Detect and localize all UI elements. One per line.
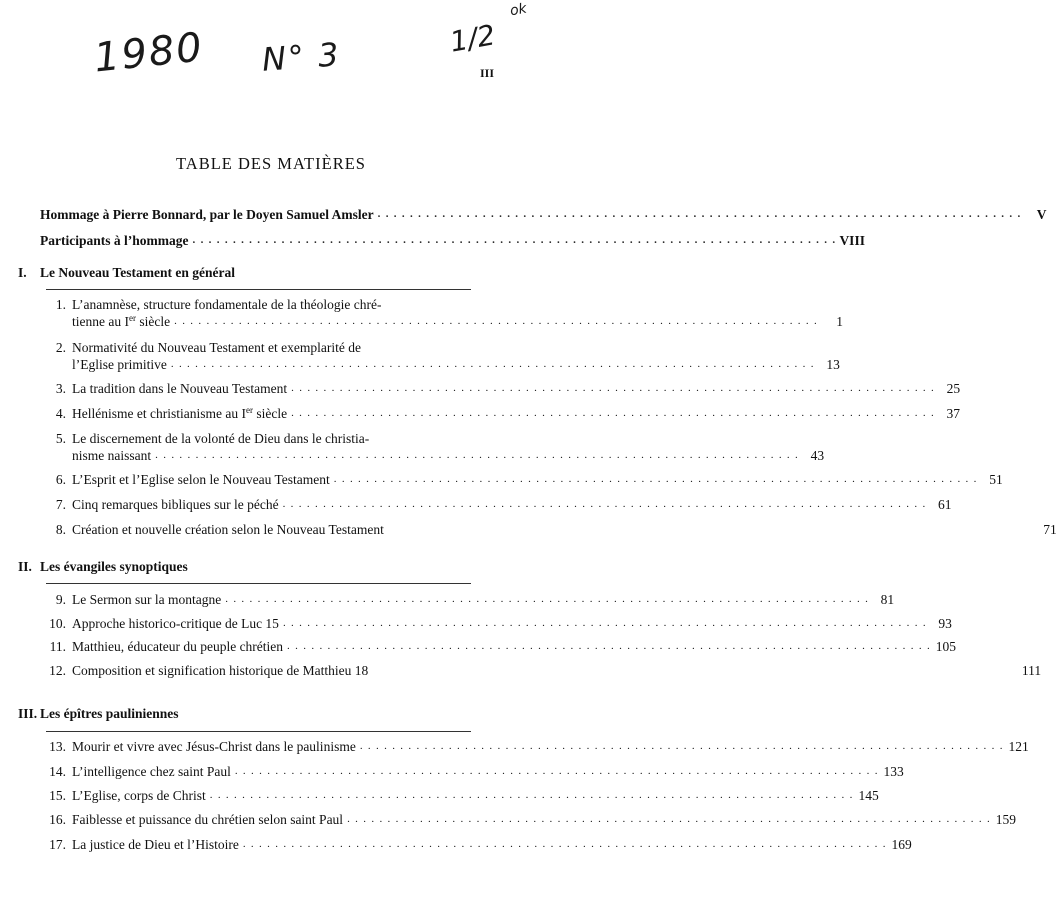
toc-entry-page: 13: [826, 357, 840, 372]
toc-entry-page: 105: [935, 639, 956, 654]
dot-leader: . . . . . . . . . . . . . . . . . . . . . . . . . . . . . . . . . . . . . . . . . . . . . . . . . . . . . . . . . . . . . . . . . . . . . . . . . . . . . . . .: [242, 838, 887, 850]
handwritten-fraction: 1/2: [447, 18, 498, 59]
toc-entry-number: 3.: [55, 381, 66, 396]
toc-entry-11: [46, 638, 956, 655]
toc-entry-page: 81: [880, 592, 895, 607]
dot-leader: . . . . . . . . . . . . . . . . . . . . . . . . . . . . . . . . . . . . . . . . . . . . . . . . . . . . . . . . . . . . . . . . . . . . . . . . . . . . . . . .: [291, 407, 936, 419]
toc-entry-title-line2: tienne au Ier siècle: [72, 313, 171, 329]
toc-entry-number: 10.: [49, 616, 66, 631]
section-title: Les évangiles synoptiques: [40, 559, 188, 574]
dot-leader: . . . . . . . . . . . . . . . . . . . . . . . . . . . . . . . . . . . . . . . . . . . . . . . . . . . . . . . . . . . . . . . . . . . . . . . . . . . . . . . .: [192, 234, 837, 246]
section-heading-3: [18, 706, 179, 722]
toc-entry-page: 61: [938, 497, 952, 512]
dot-leader: . . . . . . . . . . . . . . . . . . . . . . . . . . . . . . . . . . . . . . . . . . . . . . . . . . . . . . . . . . . . . . . . . . . . . . . . . . . . . . . .: [359, 740, 1004, 752]
toc-entry-title: L’Esprit et l’Eglise selon le Nouveau Testament: [72, 472, 330, 487]
dot-leader: . . . . . . . . . . . . . . . . . . . . . . . . . . . . . . . . . . . . . . . . . . . . . . . . . . . . . . . . . . . . . . . . . . . . . . . . . . . . . . . .: [291, 382, 936, 394]
toc-entry-title-line1: Normativité du Nouveau Testament et exemplarité de: [72, 340, 361, 355]
dot-leader: . . . . . . . . . . . . . . . . . . . . . . . . . . . . . . . . . . . . . . . . . . . . . . . . . . . . . . . . . . . . . . . . . . . . . . . . . . . . . . . .: [209, 789, 854, 801]
toc-entry-title-line1: L’anamnèse, structure fondamentale de la théologie chré-: [72, 297, 382, 312]
toc-entry-title: Le Sermon sur la montagne: [72, 592, 222, 607]
toc-entry-page: 51: [989, 472, 1003, 487]
toc-entry-title: Composition et signification historique de Matthieu 18: [72, 663, 369, 678]
toc-entry-number: 6.: [55, 472, 66, 487]
toc-entry-number: 4.: [55, 406, 66, 421]
toc-entry-1: [46, 296, 844, 330]
toc-entry-title: La tradition dans le Nouveau Testament: [72, 381, 288, 396]
toc-entry-8: [46, 521, 1057, 538]
toc-entry-page: 133: [883, 764, 904, 779]
toc-entry-13: [46, 738, 1029, 755]
handwritten-ok: ok: [508, 0, 528, 20]
toc-entry-page: 111: [1021, 663, 1042, 678]
dot-leader: . . . . . . . . . . . . . . . . . . . . . . . . . . . . . . . . . . . . . . . . . . . . . . . . . . . . . . . . . . . . . . . . . . . . . . . . . . . . . . . .: [155, 449, 800, 461]
dot-leader: . . . . . . . . . . . . . . . . . . . . . . . . . . . . . . . . . . . . . . . . . . . . . . . . . . . . . . . . . . . . . . . . . . . . . . . . . . . . . . . .: [347, 813, 992, 825]
toc-entry-page: 93: [938, 616, 952, 631]
toc-entry-page: 145: [858, 788, 879, 803]
toc-entry-5: [46, 430, 825, 464]
toc-entry-page: VIII: [839, 233, 865, 248]
toc-entry-number: 7.: [55, 497, 66, 512]
toc-entry-12: [46, 662, 1042, 679]
dot-leader: . . . . . . . . . . . . . . . . . . . . . . . . . . . . . . . . . . . . . . . . . . . . . . . . . . . . . . . . . . . . . . . . . . . . . . . . . . . . . . . .: [234, 765, 879, 777]
toc-entry-7: [46, 496, 952, 513]
section-numeral: I.: [18, 265, 27, 280]
section-numeral: II.: [18, 559, 32, 574]
toc-entry-title: Cinq remarques bibliques sur le péché: [72, 497, 279, 512]
toc-entry-title-line2: nisme naissant: [72, 448, 152, 463]
toc-entry-number: 14.: [49, 764, 66, 779]
toc-entry-title: Mourir et vivre avec Jésus-Christ dans le paulinisme: [72, 739, 356, 754]
toc-entry-15: [46, 787, 879, 804]
toc-entry-page: 121: [1008, 739, 1029, 754]
dot-leader: . . . . . . . . . . . . . . . . . . . . . . . . . . . . . . . . . . . . . . . . . . . . . . . . . . . . . . . . . . . . . . . . . . . . . . . . . . . . . . . .: [225, 593, 870, 605]
toc-entry-page: V: [1036, 207, 1047, 222]
toc-entry-title: L’intelligence chez saint Paul: [72, 764, 231, 779]
dot-leader: . . . . . . . . . . . . . . . . . . . . . . . . . . . . . . . . . . . . . . . . . . . . . . . . . . . . . . . . . . . . . . . . . . . . . . . . . . . . . . . .: [377, 208, 1022, 220]
section-heading-2: [18, 559, 188, 575]
toc-entry-title: Création et nouvelle création selon le Nouveau Testament: [72, 522, 384, 537]
toc-entry-2: [46, 339, 840, 373]
toc-entry-page: 71: [1043, 522, 1057, 537]
toc-entry-page: 37: [946, 406, 961, 421]
toc-entry-title: La justice de Dieu et l’Histoire: [72, 837, 239, 852]
toc-entry-title-line2: l’Eglise primitive: [72, 357, 167, 372]
toc-entry-number: 5.: [55, 431, 66, 446]
toc-entry-number: 17.: [49, 837, 66, 852]
section-rule: [46, 289, 471, 290]
section-rule: [46, 583, 471, 584]
toc-entry-17: [46, 836, 912, 853]
page-title: TABLE DES MATIÈRES: [176, 154, 366, 173]
toc-entry-number: 11.: [49, 639, 66, 654]
page-number: III: [480, 66, 495, 80]
toc-entry-title: Faiblesse et puissance du chrétien selon saint Paul: [72, 812, 344, 827]
toc-entry-number: 9.: [55, 592, 66, 607]
handwritten-issue-number: N° 3: [260, 35, 342, 79]
toc-entry-3: [46, 380, 961, 397]
section-numeral: III.: [18, 706, 38, 721]
toc-entry-number: 16.: [49, 812, 66, 827]
toc-entry-number: 15.: [49, 788, 66, 803]
toc-entry-title: Hellénisme et christianisme au Ier siècle: [72, 405, 288, 421]
toc-entry-title: Matthieu, éducateur du peuple chrétien: [72, 639, 284, 654]
section-title: Les épîtres pauliniennes: [40, 706, 179, 721]
toc-entry-participants: [40, 232, 865, 249]
toc-entry-title-line1: Le discernement de la volonté de Dieu dans le christia-: [72, 431, 370, 446]
dot-leader: . . . . . . . . . . . . . . . . . . . . . . . . . . . . . . . . . . . . . . . . . . . . . . . . . . . . . . . . . . . . . . . . . . . . . . . . . . . . . . . .: [282, 617, 927, 629]
toc-entry-page: 1: [836, 314, 844, 329]
section-heading-1: [18, 265, 235, 281]
toc-entry-number: 1.: [55, 297, 66, 312]
toc-entry-6: [46, 471, 1003, 488]
toc-entry-title: Participants à l’hommage: [40, 233, 189, 248]
dot-leader: . . . . . . . . . . . . . . . . . . . . . . . . . . . . . . . . . . . . . . . . . . . . . . . . . . . . . . . . . . . . . . . . . . . . . . . . . . . . . . . .: [287, 640, 931, 652]
toc-entry-title: Hommage à Pierre Bonnard, par le Doyen Samuel Amsler: [40, 207, 374, 222]
handwritten-year: 1980: [91, 24, 206, 82]
toc-entry-page: 43: [810, 448, 825, 463]
toc-entry-title: L’Eglise, corps de Christ: [72, 788, 206, 803]
section-title: Le Nouveau Testament en général: [40, 265, 235, 280]
dot-leader: . . . . . . . . . . . . . . . . . . . . . . . . . . . . . . . . . . . . . . . . . . . . . . . . . . . . . . . . . . . . . . . . . . . . . . . . . . . . . . . .: [170, 358, 815, 370]
section-rule: [46, 731, 471, 732]
toc-entry-number: 8.: [55, 522, 66, 537]
toc-entry-16: [46, 811, 1017, 828]
toc-entry-page: 25: [946, 381, 961, 396]
dot-leader: . . . . . . . . . . . . . . . . . . . . . . . . . . . . . . . . . . . . . . . . . . . . . . . . . . . . . . . . . . . . . . . . . . . . . . . . . . . . . . . .: [174, 315, 819, 327]
toc-entry-title: Approche historico-critique de Luc 15: [72, 616, 279, 631]
toc-entry-14: [46, 763, 904, 780]
toc-entry-number: 2.: [55, 340, 66, 355]
toc-entry-10: [46, 615, 952, 632]
dot-leader: . . . . . . . . . . . . . . . . . . . . . . . . . . . . . . . . . . . . . . . . . . . . . . . . . . . . . . . . . . . . . . . . . . . . . . . . . . . . . . . .: [333, 473, 978, 485]
toc-entry-number: 12.: [49, 663, 66, 678]
toc-entry-page: 159: [995, 812, 1017, 827]
toc-entry-number: 13.: [49, 739, 66, 754]
toc-entry-4: [46, 405, 961, 422]
dot-leader: . . . . . . . . . . . . . . . . . . . . . . . . . . . . . . . . . . . . . . . . . . . . . . . . . . . . . . . . . . . . . . . . . . . . . . . . . . . . . . . .: [282, 498, 927, 510]
toc-entry-page: 169: [891, 837, 912, 852]
toc-entry-9: [46, 591, 895, 608]
toc-entry-hommage: [40, 206, 1047, 223]
